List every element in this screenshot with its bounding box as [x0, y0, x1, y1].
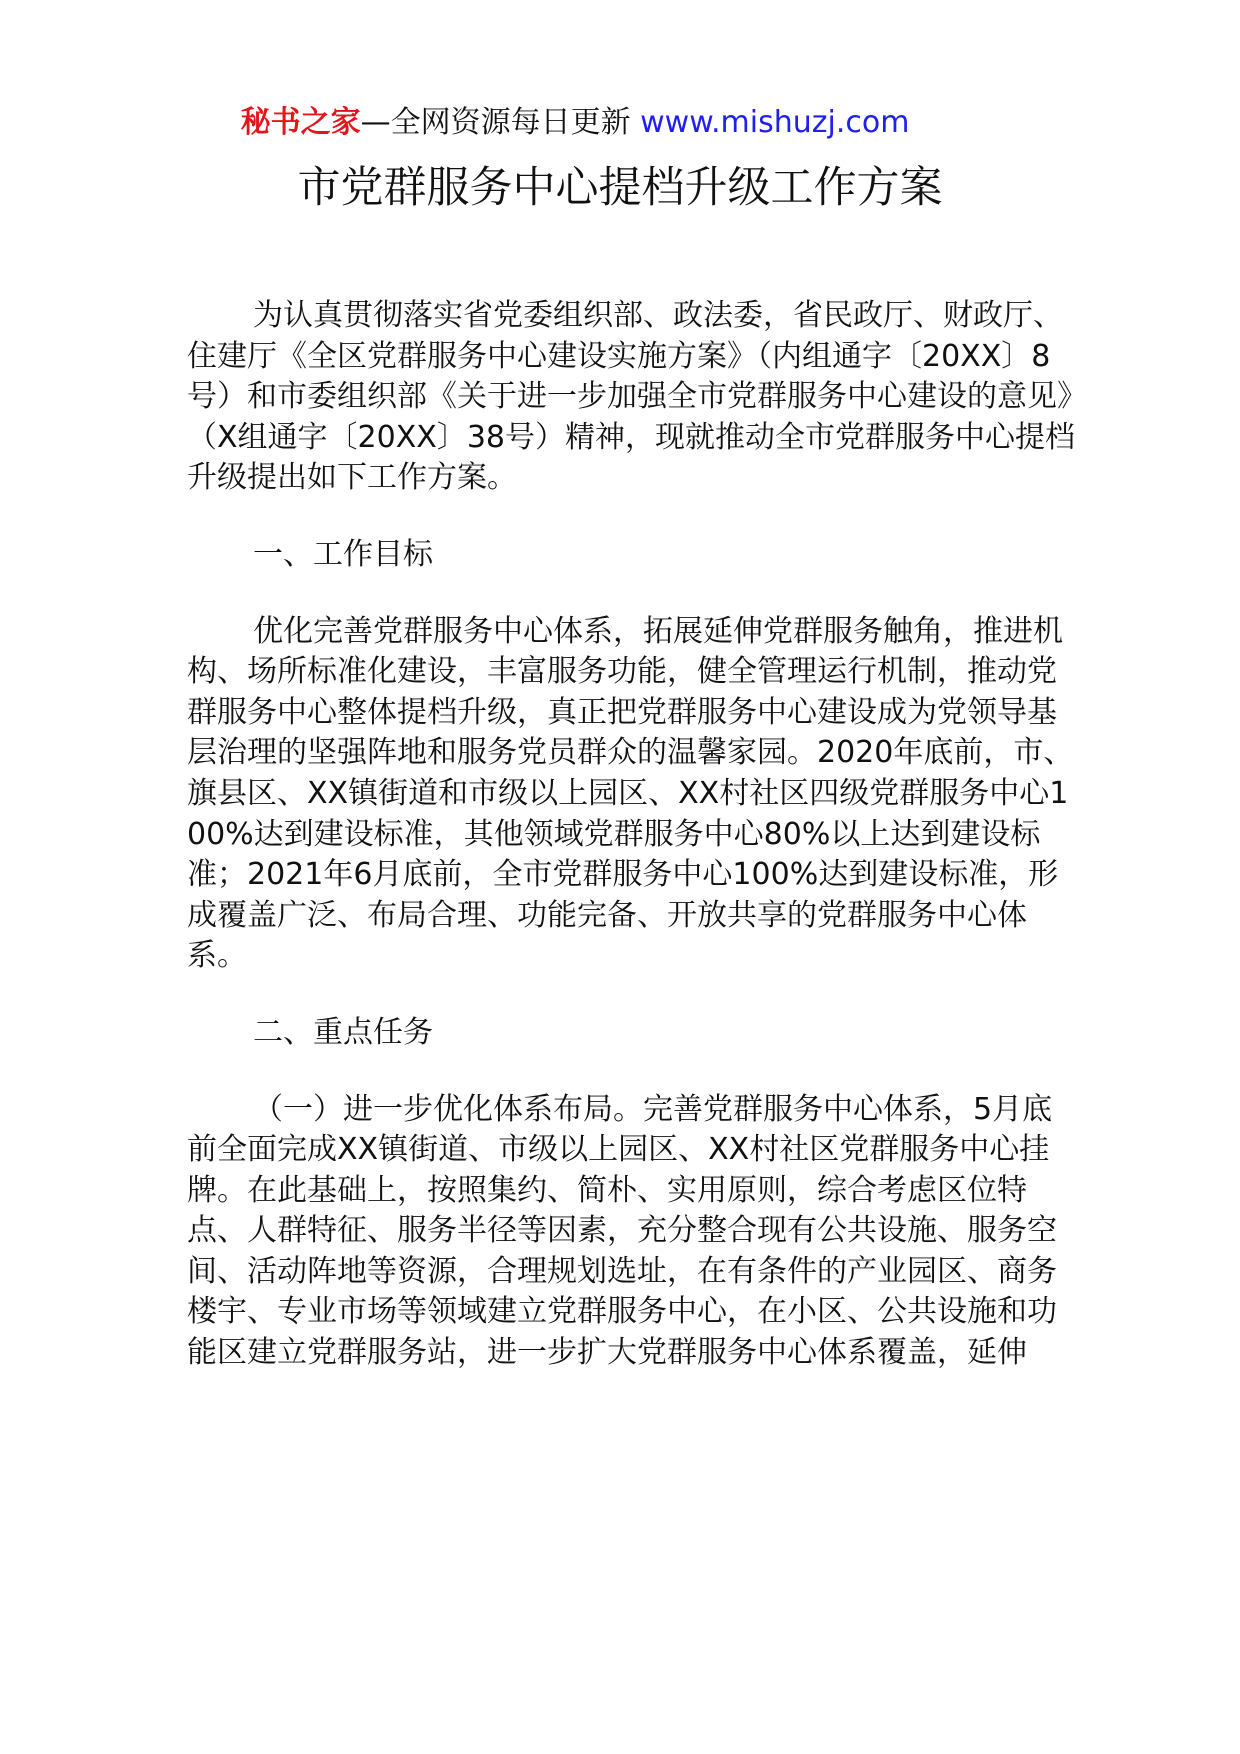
section-heading-tasks: 二、重点任务 [253, 1014, 433, 1050]
site-url-link[interactable]: www.mishuzj.com [640, 105, 910, 140]
document-body [187, 296, 1077, 1374]
document-title: 市党群服务中心提档升级工作方案 [297, 163, 943, 213]
task-one-paragraph: （一）进一步优化体系布局。完善党群服务中心体系，5月底前全面完成XX镇街道、市级以上园区、XX村社区党群服务中心挂牌。在此基础上，按照集约、简朴、实用原则，综合考虑区位特点、人群特征、服务半径等因素，充分整合现有公共设施、服务空间、活动阵地等资源，合理规划选址，在有条件的产业园区、商务楼宇、专业市场等领域建立党群服务中心，在小区、公共设施和功能区建立党群服务站，进一步扩大党群服务中心体系覆盖，延伸 [187, 1091, 1057, 1371]
goals-paragraph: 优化完善党群服务中心体系，拓展延伸党群服务触角，推进机构、场所标准化建设，丰富服务功能，健全管理运行机制，推动党群服务中心整体提档升级，真正把党群服务中心建设成为党领导基层治理的坚强阵地和服务党员群众的温馨家园。2020年底前，市、旗县区、XX镇街道和市级以上园区、XX村社区四级党群服务中心100%达到建设标准，其他领域党群服务中心80%以上达到建设标准；2021年6月底前，全市党群服务中心100%达到建设标准，形成覆盖广泛、布局合理、功能完备、开放共享的党群服务中心体系。 [187, 613, 1074, 974]
site-header [0, 101, 1240, 145]
section-heading-goals: 一、工作目标 [253, 536, 433, 572]
site-brand: 秘书之家 [240, 105, 361, 140]
intro-paragraph: 为认真贯彻落实省党委组织部、政法委，省民政厅、财政厅、住建厅《全区党群服务中心建设实施方案》（内组通字〔20XX〕8号）和市委组织部《关于进一步加强全市党群服务中心建设的意见》（X组通字〔20XX〕38号）精神，现就推动全市党群服务中心提档升级提出如下工作方案。 [187, 298, 1076, 496]
site-slogan: —全网资源每日更新 [360, 105, 631, 140]
